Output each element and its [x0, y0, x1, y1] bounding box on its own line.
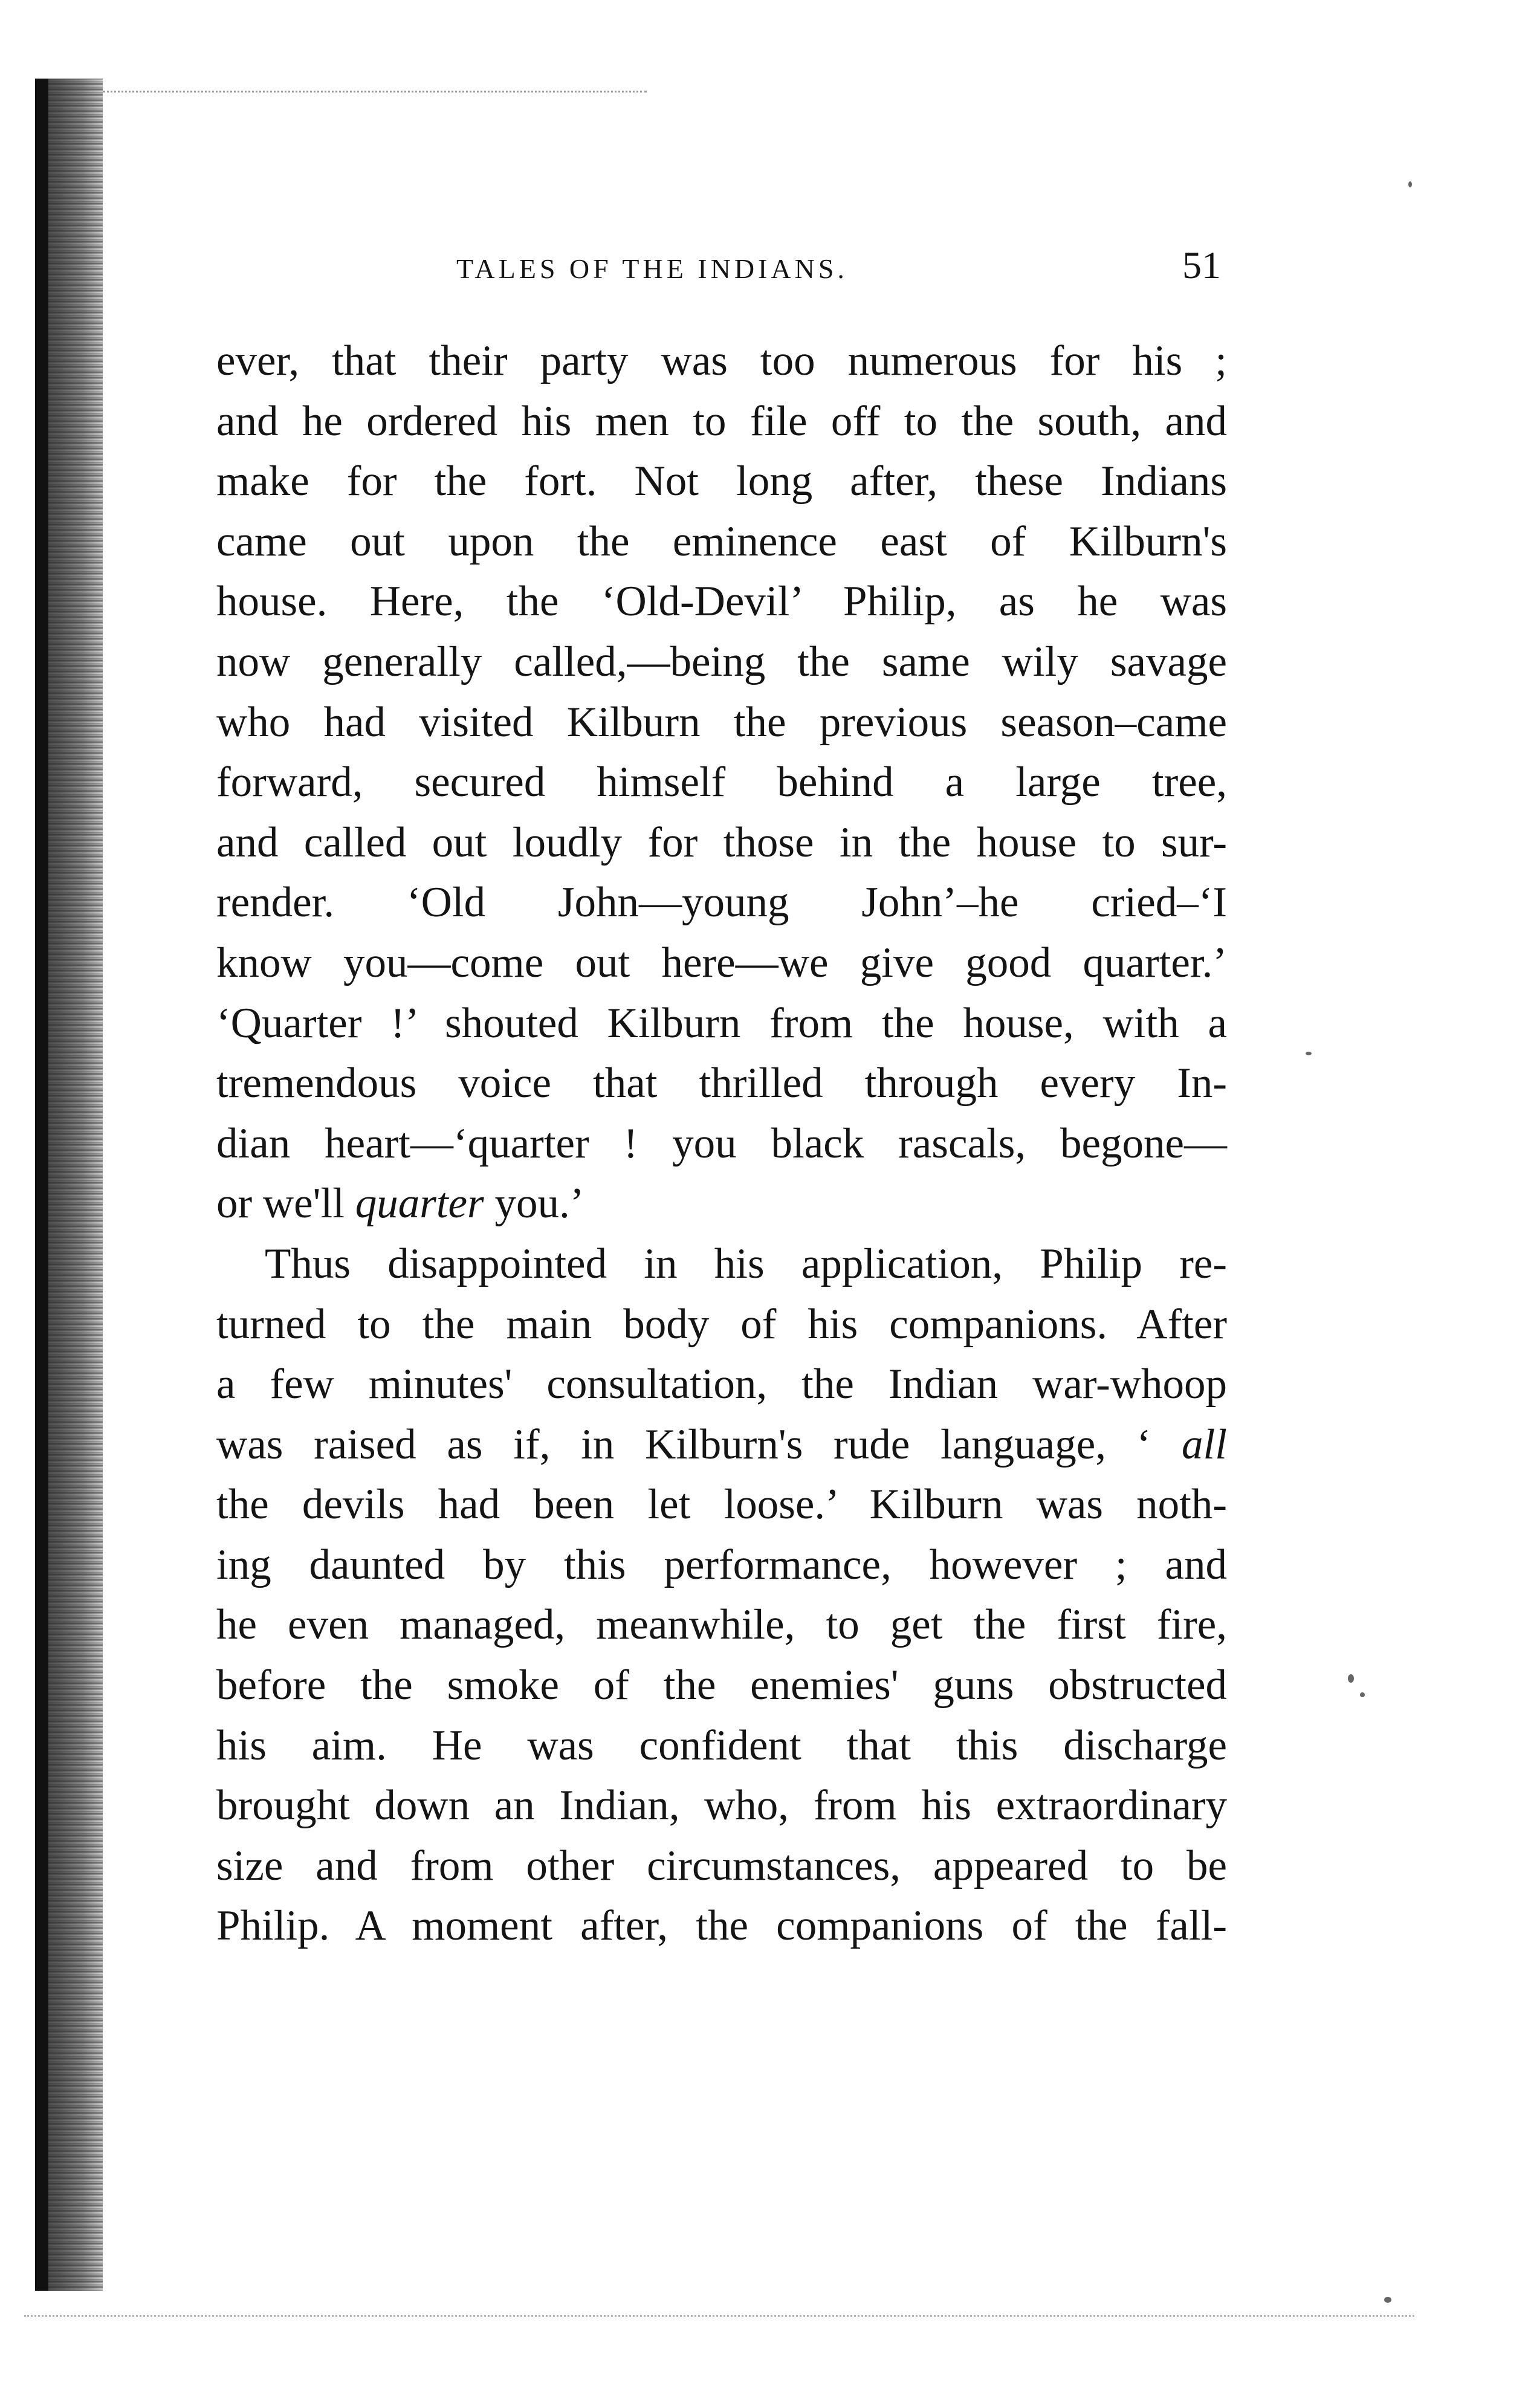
text-line: who had visited Kilburn the previous season–came [216, 698, 1227, 746]
text-line: house. Here, the ‘Old-Devil’ Philip, as he was [216, 578, 1227, 626]
text-line: and called out loudly for those in the house to sur- [216, 818, 1227, 866]
text-line: dian heart—‘quarter ! you black rascals, begone— [216, 1119, 1227, 1167]
text-line: came out upon the eminence east of Kilburn's [216, 517, 1227, 565]
text-line: forward, secured himself behind a large tree, [216, 759, 1227, 806]
text-line: now generally called,—being the same wily savage [216, 638, 1227, 685]
text-line: ever, that their party was too numerous for his ; [216, 337, 1227, 384]
text-line: make for the fort. Not long after, these Indians [216, 458, 1227, 505]
text-line: tremendous voice that thrilled through every In- [216, 1060, 1227, 1107]
text-line [216, 1415, 1227, 1475]
text-line: his aim. He was confident that this discharge [216, 1721, 1227, 1769]
page-number: 51 [1182, 244, 1221, 286]
text-line: turned to the main body of his companions. After [216, 1300, 1227, 1348]
scan-speck [1408, 181, 1412, 187]
text-line: and he ordered his men to file off to the south, and [216, 397, 1227, 445]
scan-speck [1306, 1052, 1312, 1055]
scan-speck [1348, 1674, 1354, 1683]
italic-emphasis: all [1182, 1420, 1227, 1468]
text-line: the devils had been let loose.’ Kilburn was noth- [216, 1481, 1227, 1529]
running-head: TALES OF THE INDIANS. [456, 253, 848, 284]
text-line: ing daunted by this performance, however ; and [216, 1541, 1227, 1588]
text-line: know you—come out here—we give good quarter.’ [216, 939, 1227, 986]
text-line: ‘Quarter !’ shouted Kilburn from the house, with a [216, 999, 1227, 1047]
text-segment: was raised as if, in Kilburn's rude language, ‘ [216, 1420, 1182, 1468]
text-line: render. ‘Old John—young John’–he cried–‘I [216, 879, 1227, 927]
text-line-paragraph-start: Thus disappointed in his application, Philip re- [265, 1240, 1227, 1287]
body-text [216, 331, 1227, 1956]
binding-edge-dark [35, 79, 48, 2291]
scan-speck [1360, 1692, 1365, 1697]
scan-speck [1384, 2297, 1391, 2303]
text-line: Philip. A moment after, the companions of the fall- [216, 1902, 1227, 1950]
text-line: before the smoke of the enemies' guns obstructed [216, 1662, 1227, 1709]
text-line: size and from other circumstances, appeared to be [216, 1842, 1227, 1889]
text-line: he even managed, meanwhile, to get the first fire, [216, 1601, 1227, 1649]
text-line: a few minutes' consultation, the Indian war-whoop [216, 1361, 1227, 1408]
text-line: brought down an Indian, who, from his extraordinary [216, 1782, 1227, 1830]
text-segment: or we'll [216, 1180, 355, 1228]
page-header [218, 241, 1221, 295]
text-segment: you.’ [484, 1180, 584, 1228]
scan-top-edge [103, 91, 647, 92]
text-line-paragraph-end [216, 1174, 1227, 1234]
scan-bottom-edge [24, 2315, 1414, 2317]
italic-emphasis: quarter [355, 1180, 484, 1228]
